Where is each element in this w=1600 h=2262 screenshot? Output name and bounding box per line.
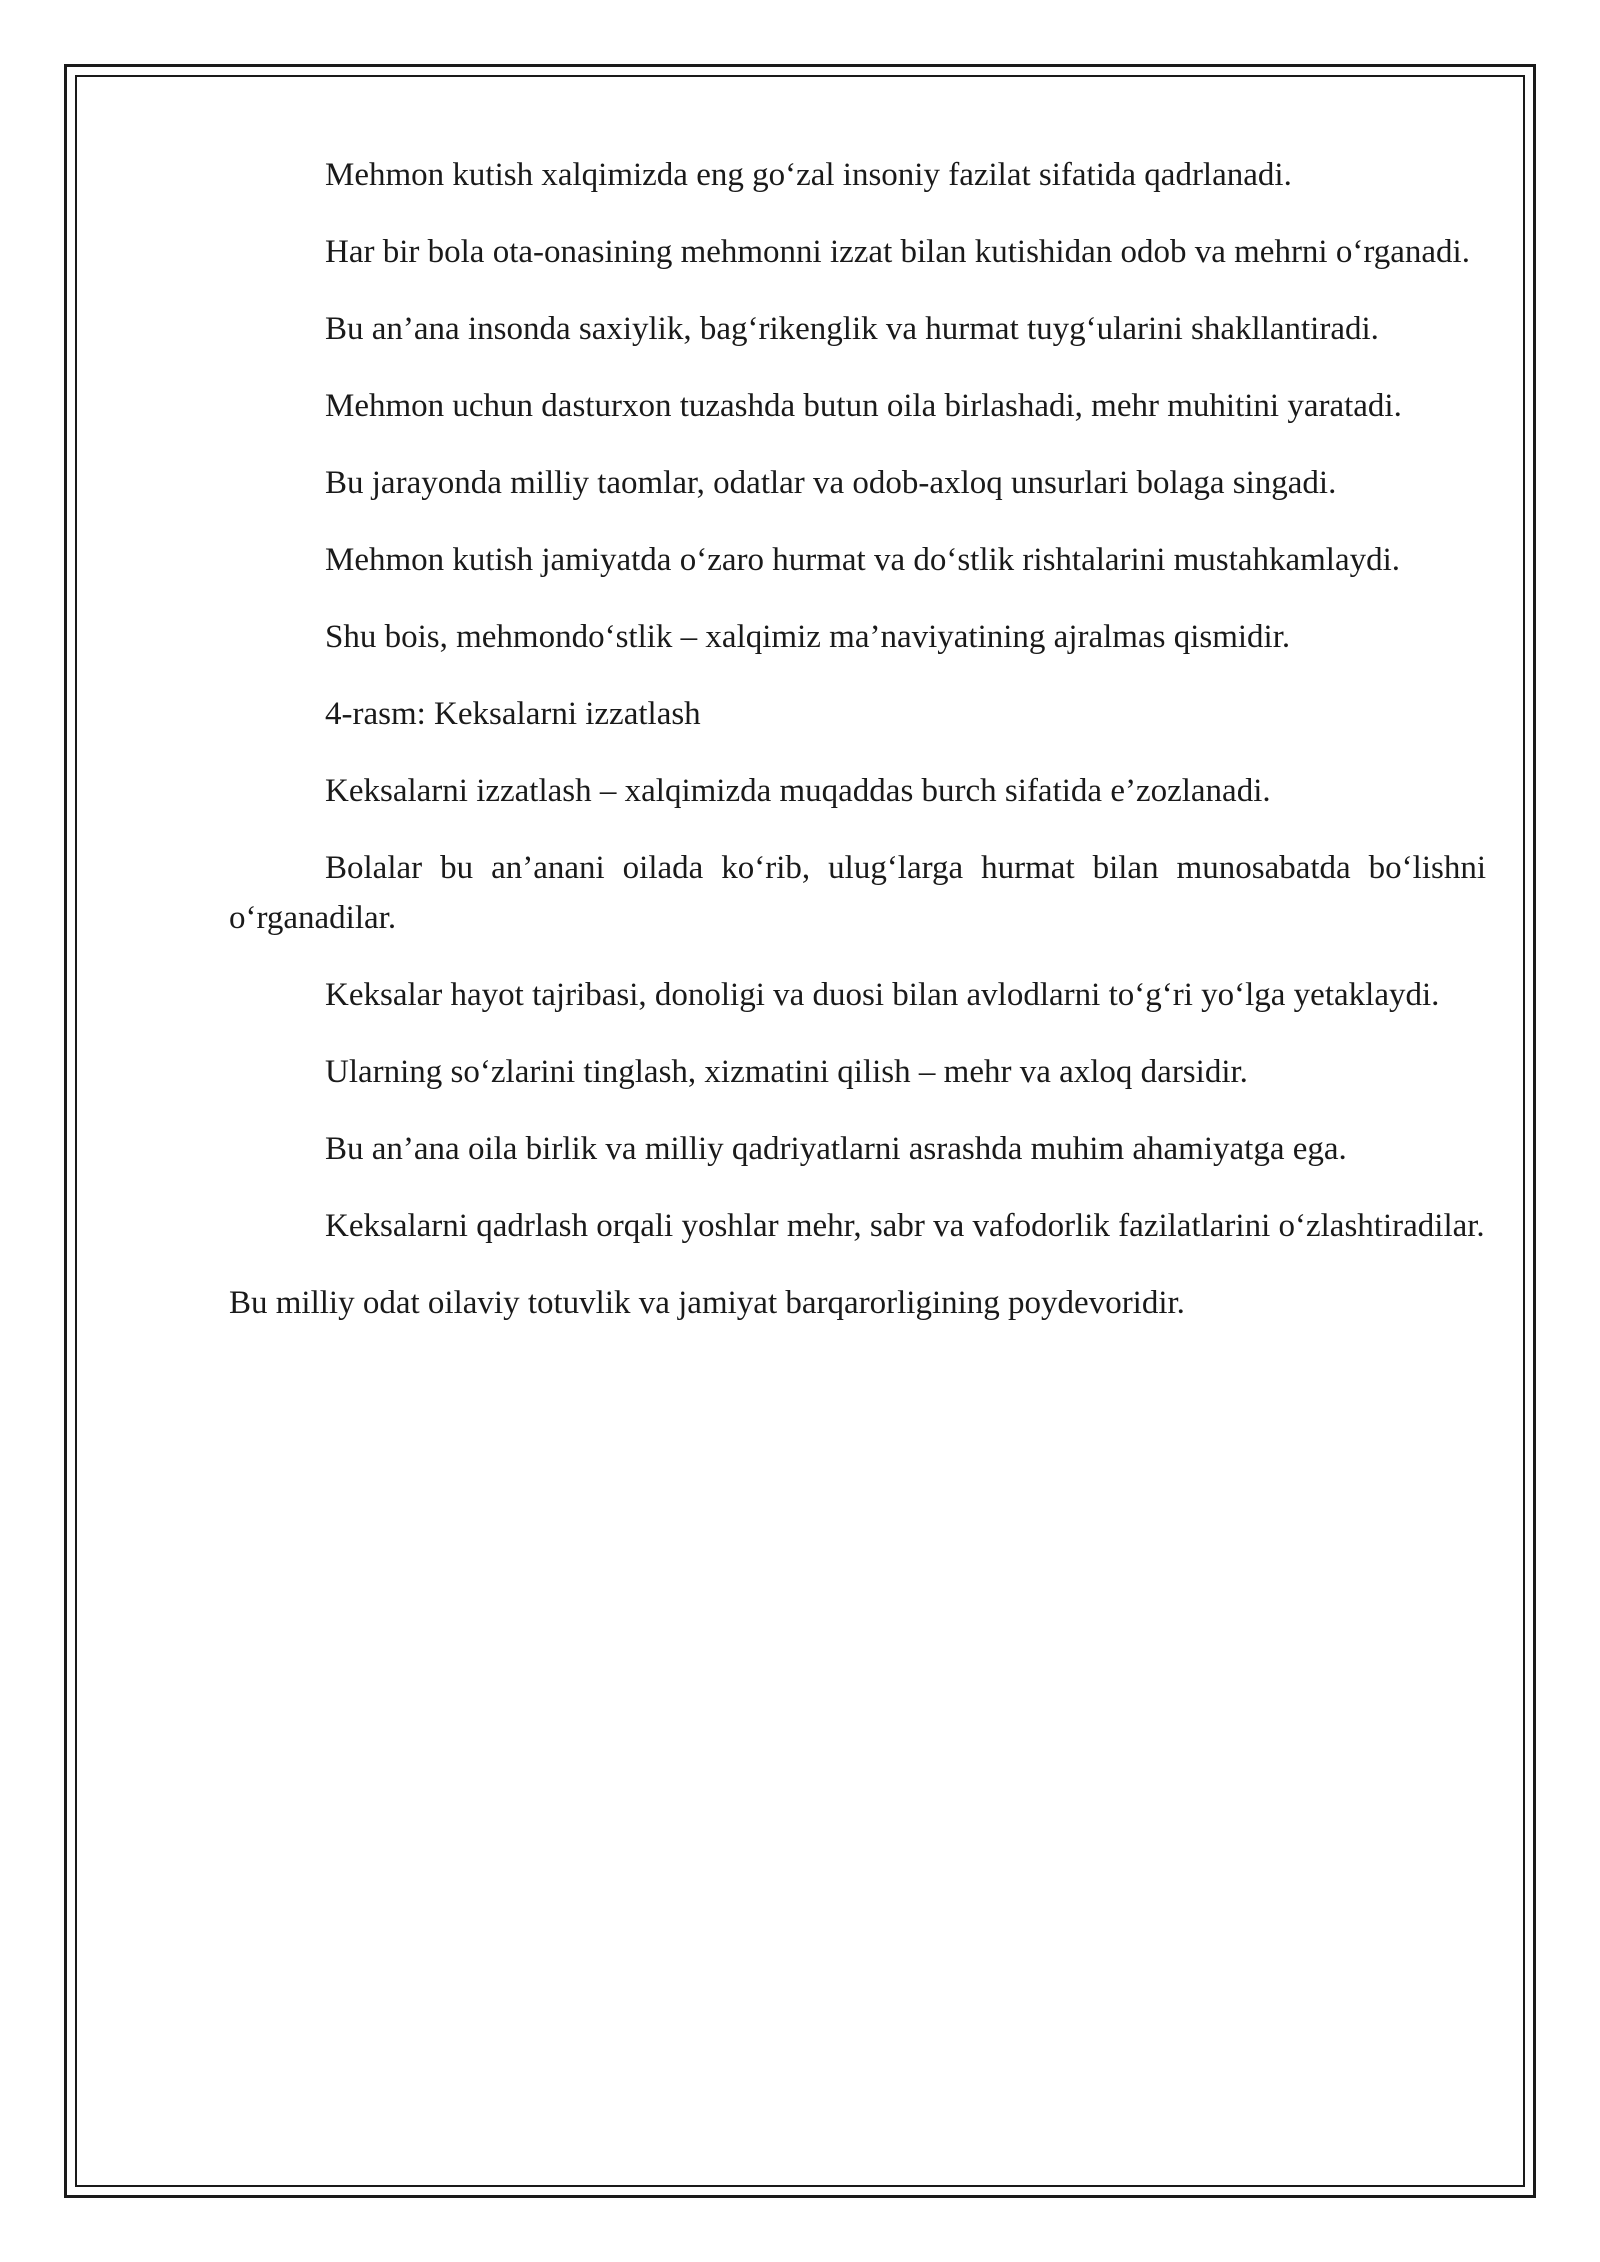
paragraph-13: Keksalarni qadrlash orqali yoshlar mehr, sabr va vafodorlik fazilatlarini o‘zlashtiradilar. <box>325 1208 1485 1244</box>
paragraph-7: Shu bois, mehmondo‘stlik – xalqimiz ma’naviyatining ajralmas qismidir. <box>325 619 1291 655</box>
document-body <box>229 150 1486 1355</box>
paragraph-11: Ularning so‘zlarini tinglash, xizmatini qilish – mehr va axloq darsidir. <box>325 1054 1248 1090</box>
paragraph-12: Bu an’ana oila birlik va milliy qadriyatlarni asrashda muhim ahamiyatga ega. <box>325 1131 1347 1167</box>
paragraph-4: Mehmon uchun dasturxon tuzashda butun oila birlashadi, mehr muhitini yaratadi. <box>325 388 1402 424</box>
paragraph-3: Bu an’ana insonda saxiylik, bag‘rikenglik va hurmat tuyg‘ularini shakllantiradi. <box>325 311 1379 347</box>
paragraph-1: Mehmon kutish xalqimizda eng go‘zal insoniy fazilat sifatida qadrlanadi. <box>325 157 1292 193</box>
paragraph-14: Bu milliy odat oilaviy totuvlik va jamiyat barqarorligining poydevoridir. <box>229 1285 1185 1321</box>
paragraph-6: Mehmon kutish jamiyatda o‘zaro hurmat va do‘stlik rishtalarini mustahkamlaydi. <box>325 542 1401 578</box>
paragraph-8: Keksalarni izzatlash – xalqimizda muqaddas burch sifatida e’zozlanadi. <box>325 773 1271 809</box>
paragraph-9: Bolalar bu an’anani oilada ko‘rib, ulug‘larga hurmat bilan munosabatda bo‘lishni o‘rganadilar. <box>229 850 1486 936</box>
figure-caption: 4-rasm: Keksalarni izzatlash <box>325 696 701 732</box>
paragraph-5: Bu jarayonda milliy taomlar, odatlar va odob-axloq unsurlari bolaga singadi. <box>325 465 1337 501</box>
paragraph-10: Keksalar hayot tajribasi, donoligi va duosi bilan avlodlarni to‘g‘ri yo‘lga yetaklaydi. <box>325 977 1440 1013</box>
paragraph-2: Har bir bola ota-onasining mehmonni izzat bilan kutishidan odob va mehrni o‘rganadi. <box>325 234 1470 270</box>
